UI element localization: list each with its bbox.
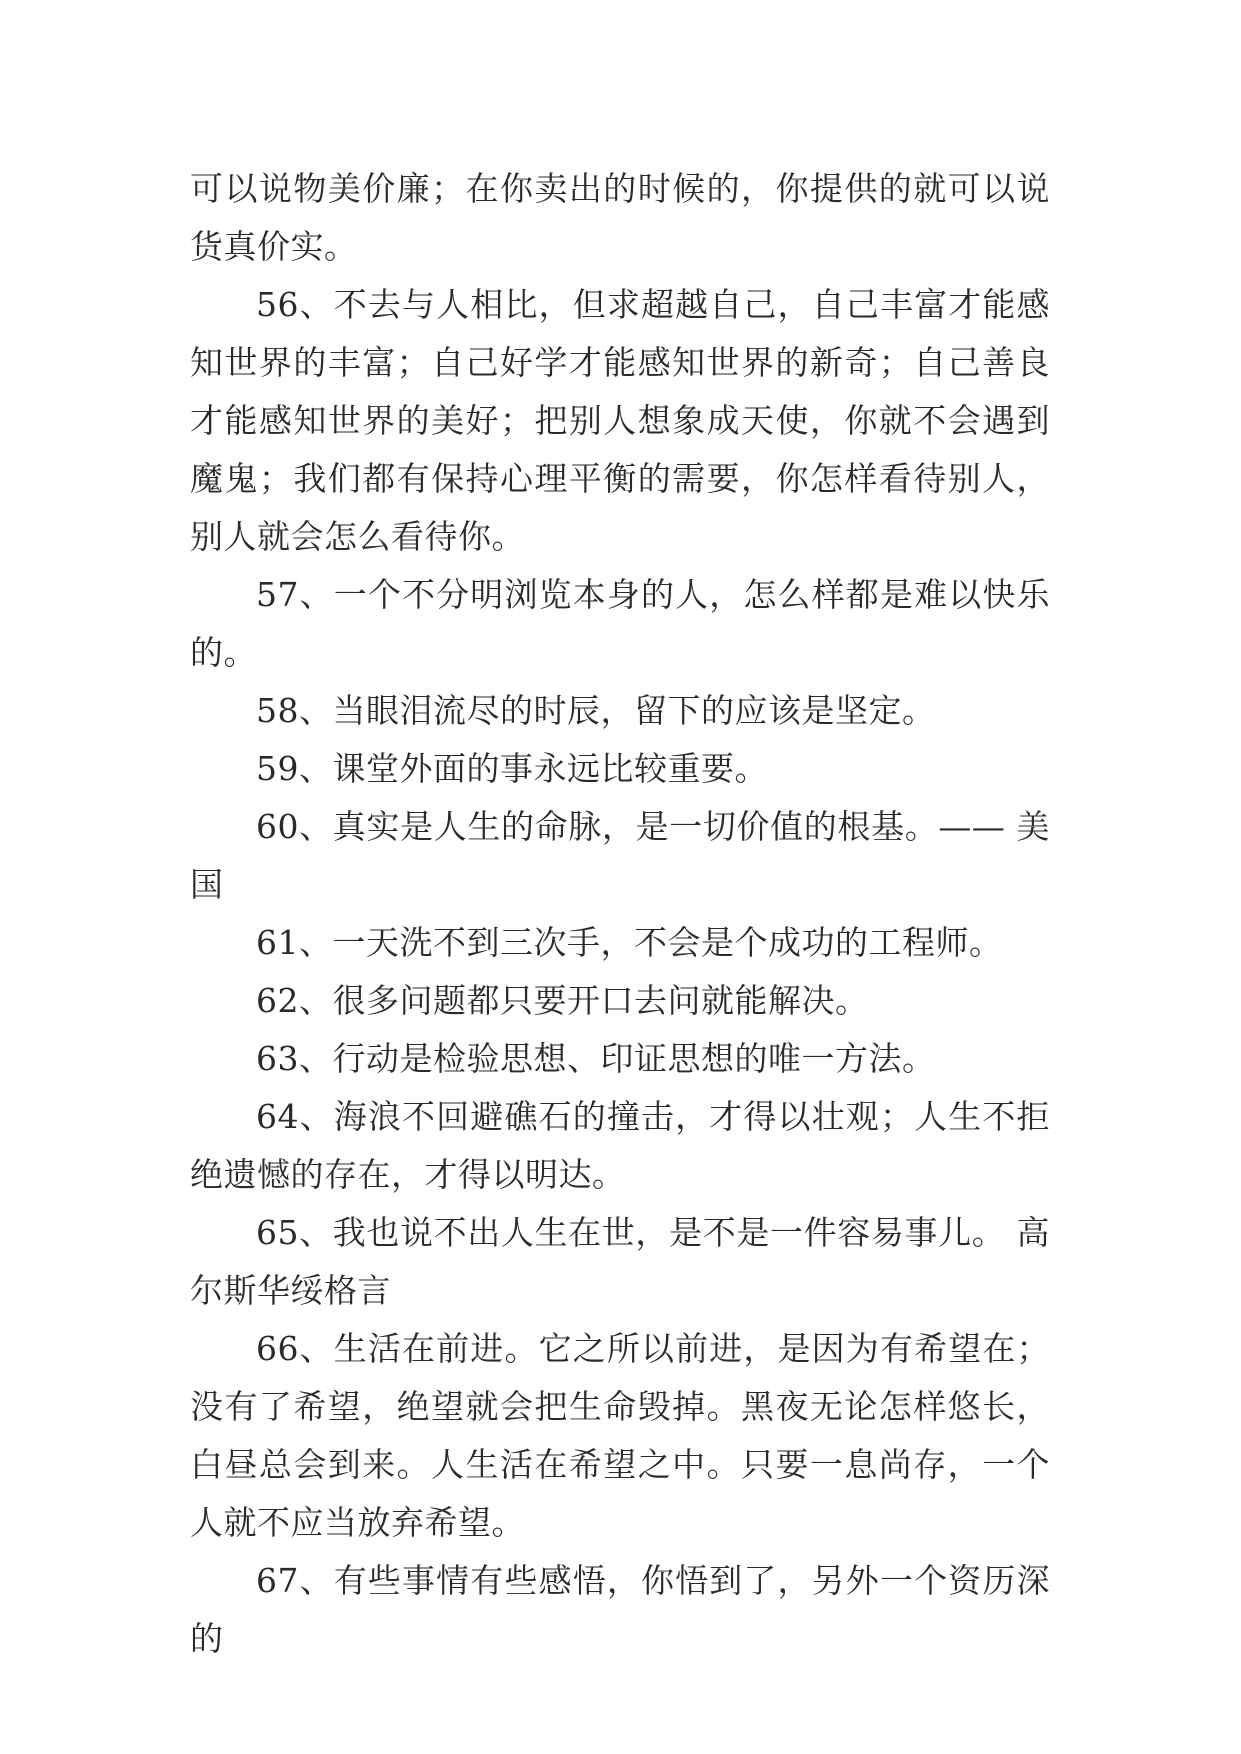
paragraph-item-65: 65、我也说不出人生在世，是不是一件容易事儿。 高尔斯华绥格言 <box>190 1213 1050 1310</box>
paragraph-item-62: 62、很多问题都只要开口去问就能解决。 <box>256 981 869 1020</box>
paragraph-item-56: 56、不去与人相比，但求超越自己，自己丰富才能感知世界的丰富；自己好学才能感知世界的新奇；自己善良才能感知世界的美好；把别人想象成天使，你就不会遇到魔鬼；我们都有保持心理平衡的需要，你怎样看待别人，别人就会怎么看待你。 <box>190 285 1050 556</box>
document-body <box>190 160 1050 1668</box>
paragraph-item-63: 63、行动是检验思想、印证思想的唯一方法。 <box>256 1039 936 1078</box>
paragraph-item-57: 57、一个不分明浏览本身的人，怎么样都是难以快乐的。 <box>190 575 1050 672</box>
paragraph-item-59: 59、课堂外面的事永远比较重要。 <box>256 749 768 788</box>
paragraph: 可以说物美价廉；在你卖出的时候的，你提供的就可以说货真价实。 <box>190 169 1050 266</box>
paragraph-item-67: 67、有些事情有些感悟，你悟到了，另外一个资历深的 <box>190 1561 1050 1658</box>
paragraph-item-60: 60、真实是人生的命脉，是一切价值的根基。—— 美国 <box>190 807 1050 904</box>
paragraph-item-66: 66、生活在前进。它之所以前进，是因为有希望在；没有了希望，绝望就会把生命毁掉。黑夜无论怎样悠长，白昼总会到来。人生活在希望之中。只要一息尚存，一个人就不应当放弃希望。 <box>190 1329 1050 1542</box>
paragraph-item-61: 61、一天洗不到三次手，不会是个成功的工程师。 <box>256 923 1003 962</box>
paragraph-item-58: 58、当眼泪流尽的时辰，留下的应该是坚定。 <box>256 691 936 730</box>
paragraph-item-64: 64、海浪不回避礁石的撞击，才得以壮观；人生不拒绝遗憾的存在，才得以明达。 <box>190 1097 1050 1194</box>
